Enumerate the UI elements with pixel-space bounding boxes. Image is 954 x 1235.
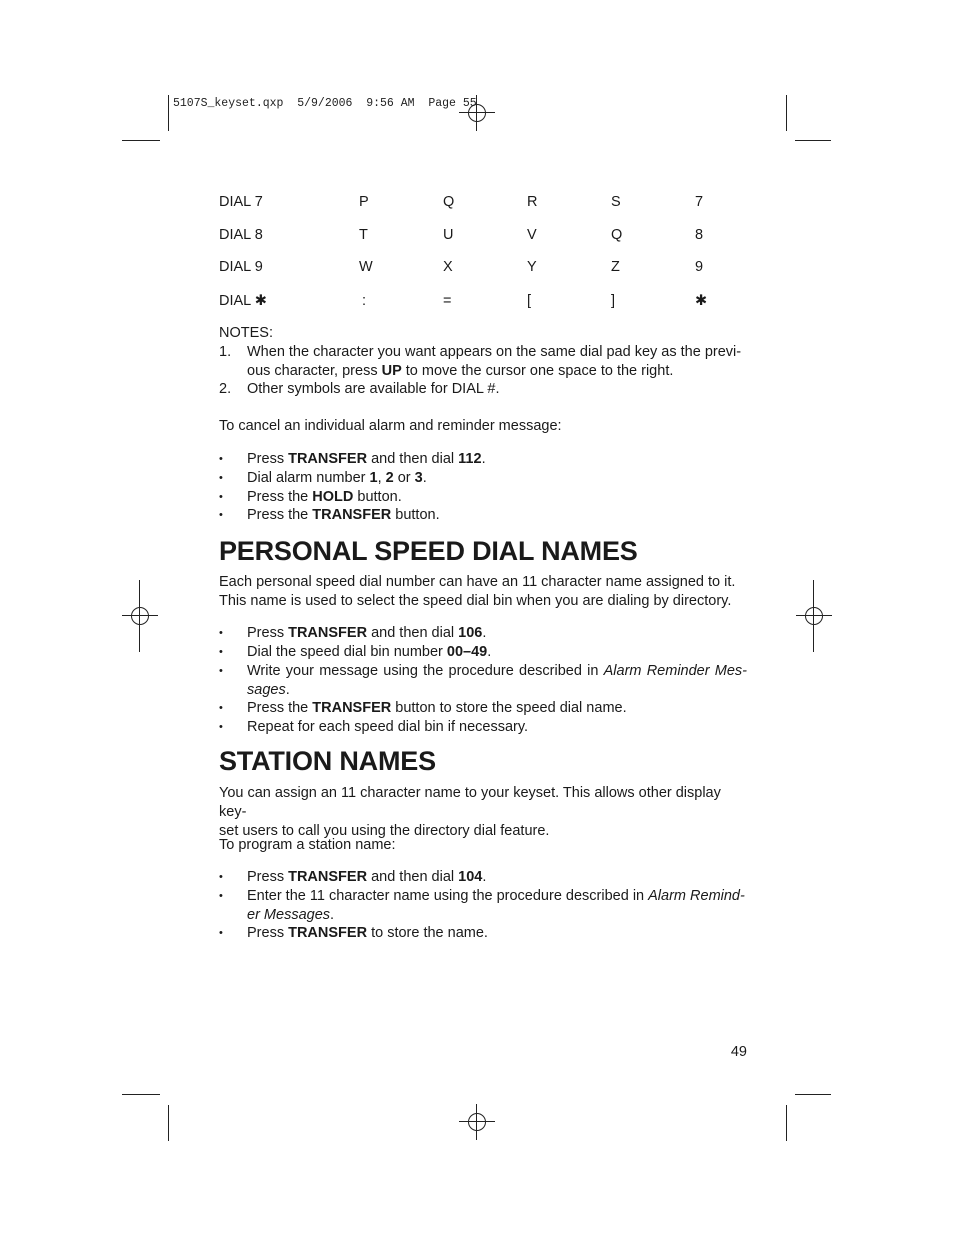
bullet-icon: •: [219, 721, 223, 733]
program-intro: To program a station name:: [219, 837, 396, 853]
crop-mark: [786, 95, 787, 131]
dial-label: DIAL ✱: [219, 293, 267, 309]
cancel-intro: To cancel an individual alarm and reminder message:: [219, 418, 562, 434]
bullet-icon: •: [219, 871, 223, 883]
dial-char: 8: [695, 227, 704, 243]
dial-char: V: [527, 227, 537, 243]
dial-char: =: [443, 293, 452, 309]
dial-char: Q: [443, 194, 455, 210]
crop-mark: [795, 140, 831, 141]
dial-char: P: [359, 194, 369, 210]
dial-char: ]: [611, 293, 616, 309]
dial-char: X: [443, 259, 453, 275]
dial-char: :: [362, 293, 367, 309]
bullet-icon: •: [219, 665, 223, 677]
bullet-icon: •: [219, 927, 223, 939]
note-text: ous character, press UP to move the cursor one space to the right.: [247, 362, 674, 379]
dial-label: DIAL 7: [219, 194, 263, 210]
bullet-icon: •: [219, 627, 223, 639]
registration-mark-icon: [122, 598, 158, 634]
registration-mark-icon: [796, 598, 832, 634]
bullet-icon: •: [219, 890, 223, 902]
dial-char: 7: [695, 194, 704, 210]
note-text: Other symbols are available for DIAL #.: [247, 381, 500, 397]
crop-mark: [795, 1094, 831, 1095]
note-number: 2.: [219, 381, 232, 397]
crop-mark: [122, 140, 160, 141]
dial-char: W: [359, 259, 373, 275]
dial-char: Z: [611, 259, 620, 275]
crop-mark: [168, 1105, 169, 1141]
file-slug: 5107S_keyset.qxp 5/9/2006 9:56 AM Page 55: [173, 97, 477, 110]
page-number: 49: [730, 1044, 747, 1060]
bullet-icon: •: [219, 453, 223, 465]
bullet-icon: •: [219, 509, 223, 521]
dial-label: DIAL 8: [219, 227, 263, 243]
crop-mark: [122, 1094, 160, 1095]
crop-mark: [786, 1105, 787, 1141]
dial-char: Y: [527, 259, 537, 275]
registration-mark-icon: [459, 1104, 495, 1140]
bullet-icon: •: [219, 646, 223, 658]
note-number: 1.: [219, 344, 232, 360]
note-text: When the character you want appears on the same dial pad key as the previ-: [247, 344, 742, 360]
dial-char: 9: [695, 259, 704, 275]
paragraph: You can assign an 11 character name to your keyset. This allows other display key- set users to call you using the directory dial feature.: [219, 785, 721, 839]
dial-char: S: [611, 194, 621, 210]
section-heading: PERSONAL SPEED DIAL NAMES: [219, 536, 638, 566]
dial-char: T: [359, 227, 368, 243]
notes-heading: NOTES:: [219, 325, 273, 341]
dial-char: [: [527, 293, 532, 309]
section-heading: STATION NAMES: [219, 746, 436, 776]
bullet-icon: •: [219, 472, 223, 484]
dial-label: DIAL 9: [219, 259, 263, 275]
bullet-icon: •: [219, 491, 223, 503]
crop-mark: [168, 95, 169, 131]
dial-char: R: [527, 194, 538, 210]
dial-char: ✱: [695, 293, 708, 309]
dial-char: Q: [611, 227, 623, 243]
paragraph: Each personal speed dial number can have an 11 character name assigned to it. This name is used to select the speed dial bin when you are dialing by directory.: [219, 574, 736, 609]
bullet-icon: •: [219, 702, 223, 714]
dial-char: U: [443, 227, 454, 243]
